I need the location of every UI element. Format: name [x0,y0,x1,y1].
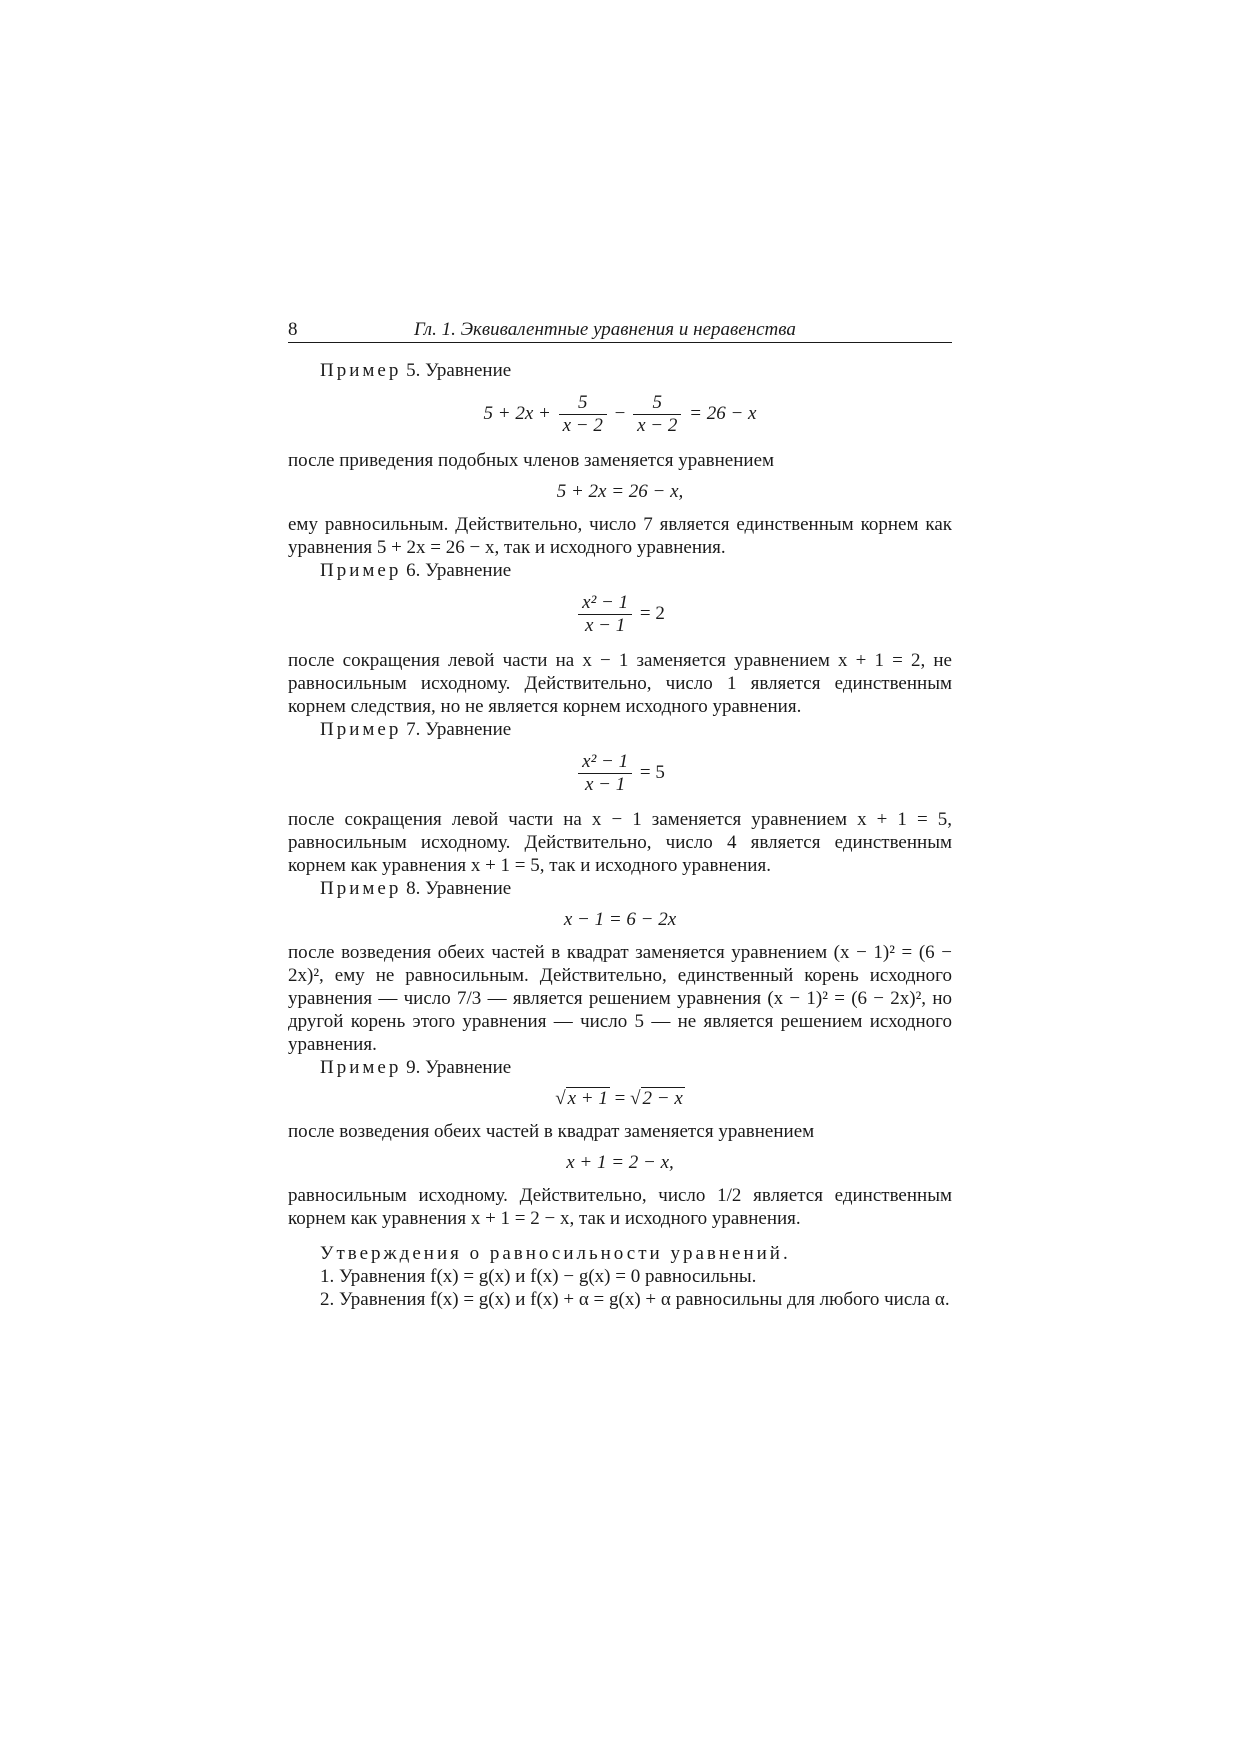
example-5-equation-2: 5 + 2x = 26 − x, [556,481,684,502]
page-content [288,318,952,1311]
example-7-equation [288,751,952,796]
example-8-text: после возведения обеих частей в квадрат заменяется уравнением (x − 1)² = (6 − 2x)², ему не равносильным. Действительно, единственный корень исходного уравнения — число 7/3 — является решением уравнения (x − 1)² = (6 − 2x)², но другой корень этого уравнения — число 5 — не является решением исходного уравнения. [288,942,952,1055]
equation-right: = 5 [639,761,665,783]
fraction-denominator: x − 1 [578,614,632,637]
example-8-title [288,877,952,900]
spacer [288,1230,952,1242]
equals-sign: = [614,1088,626,1109]
example-5-title [288,359,952,382]
example-9-equation [288,1087,952,1110]
fraction-numerator: x² − 1 [582,592,629,613]
example-7-title [288,718,952,741]
example-label: Пример [320,878,402,899]
square-root-left: √ x + 1 [555,1088,608,1109]
example-5-text-1: после приведения подобных членов заменяется уравнением [288,450,775,471]
example-label: Пример [320,719,402,740]
example-title-rest: 9. Уравнение [401,1057,512,1078]
fraction-2 [633,392,681,437]
radicand: 2 − x [642,1088,683,1109]
fraction-numerator: x² − 1 [582,751,629,772]
statement-2: 2. Уравнения f(x) = g(x) и f(x) + α = g(x) + α равносильны для любого числа α. [320,1289,950,1310]
example-5-equation [288,392,952,437]
example-6-equation [288,592,952,637]
example-5-text-2: ему равносильным. Действительно, число 7 является единственным корнем как уравнения 5 + 2x = 26 − x, так и исходного уравнения. [288,514,952,558]
running-head: Гл. 1. Эквивалентные уравнения и неравенства [414,319,796,340]
example-9-equation-2: x + 1 = 2 − x, [566,1152,674,1173]
fraction [578,592,632,637]
example-6-title [288,559,952,582]
fraction-1 [559,392,607,437]
fraction-numerator: 5 [578,392,588,413]
page-header [288,318,952,343]
example-label: Пример [320,1057,402,1078]
fraction-denominator: x − 2 [559,414,607,437]
equation-right: = 26 − x [689,402,757,424]
equation-left: 5 + 2x + [483,402,551,424]
example-title-rest: 7. Уравнение [401,719,512,740]
fraction-numerator: 5 [652,392,662,413]
statements-heading: Утверждения о равносильности уравнений. [320,1243,791,1264]
example-9-title [288,1056,952,1079]
example-label: Пример [320,360,402,381]
equation-right: = 2 [639,602,665,624]
example-9-text-1: после возведения обеих частей в квадрат заменяется уравнением [288,1121,815,1142]
example-label: Пример [320,560,402,581]
example-7-text: после сокращения левой части на x − 1 заменяется уравнением x + 1 = 5, равносильным исходному. Действительно, число 4 является единственным корнем как уравнения x + 1 = 5, так и исходного уравнения. [288,809,952,876]
minus-sign: − [614,402,626,424]
example-6-text: после сокращения левой части на x − 1 заменяется уравнением x + 1 = 2, не равносильным исходному. Действительно, число 1 является единственным корнем следствия, но не является корнем исходного уравнения. [288,650,952,717]
fraction-denominator: x − 2 [633,414,681,437]
example-title-rest: 6. Уравнение [401,560,512,581]
square-root-right: √ 2 − x [630,1088,683,1109]
statement-1: 1. Уравнения f(x) = g(x) и f(x) − g(x) = 0 равносильны. [320,1266,757,1287]
fraction [578,751,632,796]
example-title-rest: 5. Уравнение [401,360,512,381]
example-8-equation: x − 1 = 6 − 2x [563,909,677,930]
fraction-denominator: x − 1 [578,773,632,796]
example-title-rest: 8. Уравнение [401,878,512,899]
example-9-text-2: равносильным исходному. Действительно, число 1/2 является единственным корнем как уравнения x + 1 = 2 − x, так и исходного уравнения. [288,1185,952,1229]
radicand: x + 1 [567,1088,608,1109]
page-number: 8 [288,319,298,340]
